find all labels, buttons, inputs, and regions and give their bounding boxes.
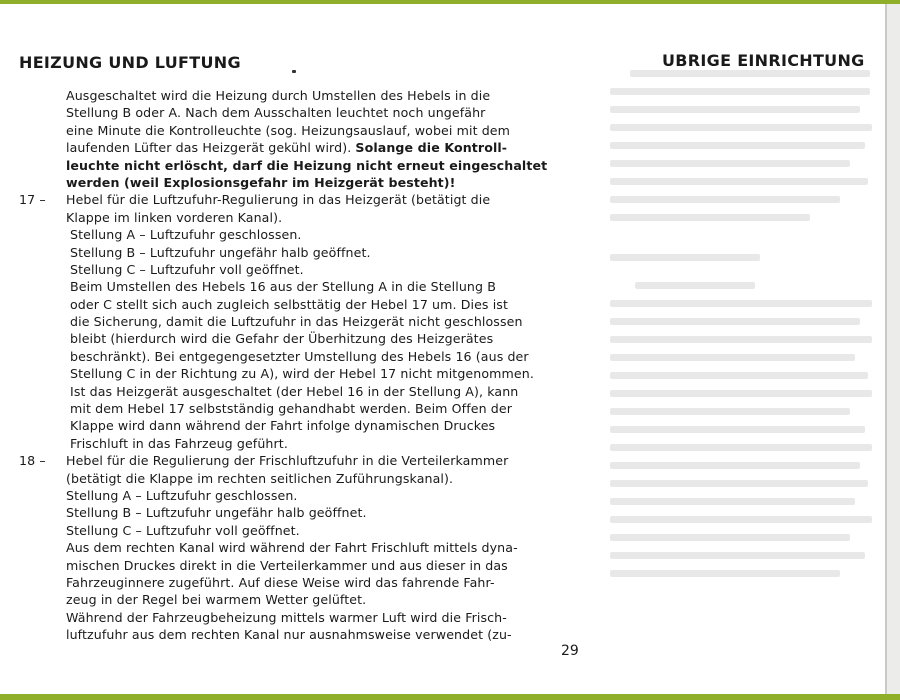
top-border bbox=[0, 0, 900, 4]
position-line: Stellung B – Luftzufuhr ungefähr halb geöffnet. bbox=[66, 505, 367, 521]
bleed-through-text bbox=[610, 40, 885, 640]
text-line: zeug in der Regel bei warmem Wetter gelüftet. bbox=[66, 592, 367, 608]
text-line: Während der Fahrzeugbeheizung mittels warmer Luft wird die Frisch- bbox=[66, 609, 507, 625]
item-18-heading bbox=[19, 452, 589, 469]
position-line: Stellung A – Luftzufuhr geschlossen. bbox=[66, 487, 298, 503]
text-line: (betätigt die Klappe im rechten seitlichen Zuführungskanal). bbox=[66, 470, 454, 486]
text-line: Klappe im linken vorderen Kanal). bbox=[66, 209, 283, 225]
position-line: Stellung C – Luftzufuhr voll geöffnet. bbox=[70, 261, 304, 277]
text-line bbox=[19, 139, 589, 156]
print-speck bbox=[292, 70, 296, 73]
text-line: Ausgeschaltet wird die Heizung durch Umstellen des Hebels in die bbox=[66, 88, 491, 103]
text-line: eine Minute die Kontrolleuchte (sog. Heizungsauslauf, wobei mit dem bbox=[66, 122, 511, 138]
text-line: Beim Umstellen des Hebels 16 aus der Stellung A in die Stellung B bbox=[70, 279, 496, 295]
text-line: mischen Druckes direkt in die Verteilerkammer und aus dieser in das bbox=[66, 557, 508, 573]
text-line: oder C stellt sich auch zugleich selbsttätig der Hebel 17 um. Dies ist bbox=[70, 296, 508, 312]
item-number: 18 – bbox=[19, 453, 46, 469]
section-title-right: UBRIGE EINRICHTUNG bbox=[662, 51, 865, 70]
position-line: Stellung A – Luftzufuhr geschlossen. bbox=[70, 227, 302, 243]
text-line: luftzufuhr aus dem rechten Kanal nur ausnahmsweise verwendet (zu- bbox=[66, 627, 512, 643]
text-line: Frischluft in das Fahrzeug geführt. bbox=[70, 435, 288, 451]
item-17-heading bbox=[19, 191, 589, 208]
text-line: Stellung C in der Richtung zu A), wird der Hebel 17 nicht mitgenommen. bbox=[70, 366, 534, 382]
warning-line: leuchte nicht erlöscht, darf die Heizung nicht erneut eingeschaltet bbox=[66, 157, 548, 173]
text-line: Fahrzeuginnere zugeführt. Auf diese Weise wird das fahrende Fahr- bbox=[66, 574, 495, 590]
text-line: die Sicherung, damit die Luftzufuhr in das Heizgerät nicht geschlossen bbox=[70, 314, 523, 330]
item-title: Hebel für die Luftzufuhr-Regulierung in das Heizgerät (betätigt die bbox=[66, 192, 491, 208]
section-title-left: HEIZUNG UND LUFTUNG bbox=[19, 53, 241, 72]
text-line: mit dem Hebel 17 selbstständig gehandhabt werden. Beim Offen der bbox=[70, 401, 512, 417]
position-line: Stellung B – Luftzufuhr ungefähr halb geöffnet. bbox=[70, 244, 371, 260]
body-text bbox=[19, 87, 589, 644]
warning-line: werden (weil Explosionsgefahr im Heizgerät besteht)! bbox=[66, 174, 456, 190]
text-line: Klappe wird dann während der Fahrt infolge dynamischen Druckes bbox=[70, 418, 496, 434]
text-line: Ist das Heizgerät ausgeschaltet (der Hebel 16 in der Stellung A), kann bbox=[70, 383, 519, 399]
page-number: 29 bbox=[561, 643, 579, 659]
text-span: laufenden Lüfter das Heizgerät gekühl wird). bbox=[66, 140, 352, 156]
position-line: Stellung C – Luftzufuhr voll geöffnet. bbox=[66, 522, 300, 538]
page-edge-line bbox=[885, 4, 887, 694]
bottom-border bbox=[0, 694, 900, 700]
text-line: bleibt (hierdurch wird die Gefahr der Überhitzung des Heizgerätes bbox=[70, 331, 494, 347]
text-line: beschränkt). Bei entgegengesetzter Umstellung des Hebels 16 (aus der bbox=[70, 348, 529, 364]
item-title: Hebel für die Regulierung der Frischluftzufuhr in die Verteilerkammer bbox=[66, 453, 509, 469]
warning-text: Solange die Kontroll- bbox=[355, 140, 508, 156]
item-number: 17 – bbox=[19, 192, 46, 208]
text-line: Aus dem rechten Kanal wird während der Fahrt Frischluft mittels dyna- bbox=[66, 540, 518, 556]
page-edge-shadow bbox=[887, 4, 900, 694]
text-line: Stellung B oder A. Nach dem Ausschalten leuchtet noch ungefähr bbox=[66, 105, 486, 121]
